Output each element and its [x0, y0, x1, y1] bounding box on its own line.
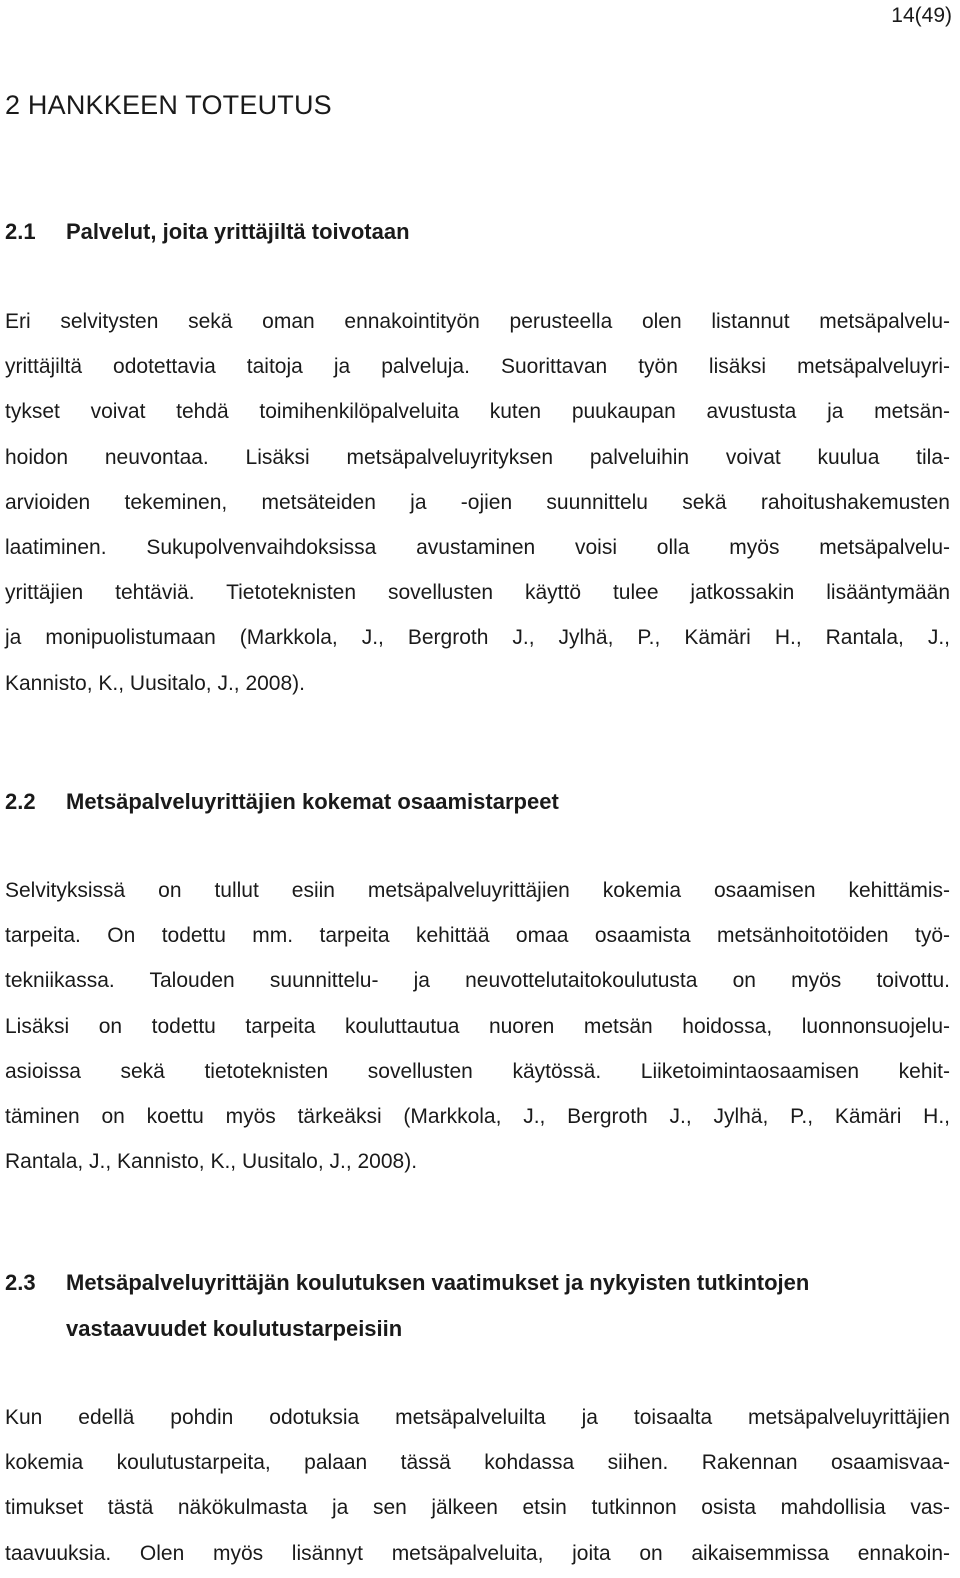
section-paragraph-2-3	[5, 1395, 950, 1576]
paragraph-line: Eri selvitysten sekä oman ennakointityön perusteella olen listannut metsäpalvelu-	[5, 310, 950, 333]
section-heading	[66, 779, 950, 825]
section-heading-line: vastaavuudet koulutustarpeisiin	[66, 1316, 403, 1341]
paragraph-line: tykset voivat tehdä toimihenkilöpalveluita kuten puukaupan avustusta ja metsän-	[5, 400, 950, 424]
section-paragraph-2-2	[5, 868, 950, 1184]
paragraph-line: Selvityksissä on tullut esiin metsäpalveluyrittäjien kokemia osaamisen kehittämis-	[5, 879, 950, 902]
section-number: 2.1	[5, 219, 36, 244]
paragraph-line: asioissa sekä tietoteknisten sovellusten käytössä. Liiketoimintaosaamisen kehit-	[5, 1059, 950, 1083]
paragraph-line: taavuuksia. Olen myös lisännyt metsäpalveluita, joita on aikaisemmissa ennakoin-	[5, 1541, 950, 1565]
paragraph-line: kokemia koulutustarpeita, palaan tässä kohdassa siihen. Rakennan osaamisvaa-	[5, 1451, 950, 1475]
section-heading-line: Palvelut, joita yrittäjiltä toivotaan	[66, 219, 410, 244]
section-title-2-1	[5, 209, 950, 255]
paragraph-line: yrittäjiltä odotettavia taitoja ja palveluja. Suorittavan työn lisäksi metsäpalveluyri-	[5, 355, 950, 379]
section-number: 2.2	[5, 789, 36, 814]
section-heading	[66, 209, 950, 255]
section-number: 2.3	[5, 1270, 36, 1295]
paragraph-line: tekniikassa. Talouden suunnittelu- ja neuvottelutaitokoulutusta on myös toivottu.	[5, 969, 950, 993]
paragraph-line: yrittäjien tehtäviä. Tietoteknisten sovellusten käyttö tulee jatkossakin lisääntymään	[5, 581, 950, 605]
page-number: 14(49)	[891, 4, 952, 27]
paragraph-line: Lisäksi on todettu tarpeita kouluttautua nuoren metsän hoidossa, luonnonsuojelu-	[5, 1014, 950, 1038]
paragraph-line: ja monipuolistumaan (Markkola, J., Bergroth J., Jylhä, P., Kämäri H., Rantala, J.,	[5, 626, 950, 650]
section-paragraph-2-1	[5, 299, 950, 706]
section-heading	[66, 1260, 950, 1352]
paragraph-line: timukset tästä näkökulmasta ja sen jälkeen etsin tutkinnon osista mahdollisia vas-	[5, 1496, 950, 1520]
chapter-title: 2 HANKKEEN TOTEUTUS	[5, 90, 332, 120]
section-heading-line: Metsäpalveluyrittäjän koulutuksen vaatimukset ja nykyisten tutkintojen	[66, 1270, 810, 1295]
paragraph-line: Kun edellä pohdin odotuksia metsäpalveluilta ja toisaalta metsäpalveluyrittäjien	[5, 1406, 950, 1429]
section-title-2-3	[5, 1260, 950, 1352]
paragraph-line: täminen on koettu myös tärkeäksi (Markkola, J., Bergroth J., Jylhä, P., Kämäri H.,	[5, 1104, 950, 1128]
paragraph-line: hoidon neuvontaa. Lisäksi metsäpalveluyrityksen palveluihin voivat kuulua tila-	[5, 445, 950, 469]
paragraph-line: arvioiden tekeminen, metsäteiden ja -ojien suunnittelu sekä rahoitushakemusten	[5, 490, 950, 514]
section-title-2-2	[5, 779, 950, 825]
paragraph-line: laatiminen. Sukupolvenvaihdoksissa avustaminen voisi olla myös metsäpalvelu-	[5, 535, 950, 559]
section-heading-line: Metsäpalveluyrittäjien kokemat osaamistarpeet	[66, 789, 559, 814]
paragraph-line: tarpeita. On todettu mm. tarpeita kehittää omaa osaamista metsänhoitotöiden työ-	[5, 924, 950, 948]
paragraph-line: Rantala, J., Kannisto, K., Uusitalo, J., 2008).	[5, 1150, 418, 1174]
paragraph-line: Kannisto, K., Uusitalo, J., 2008).	[5, 671, 305, 695]
